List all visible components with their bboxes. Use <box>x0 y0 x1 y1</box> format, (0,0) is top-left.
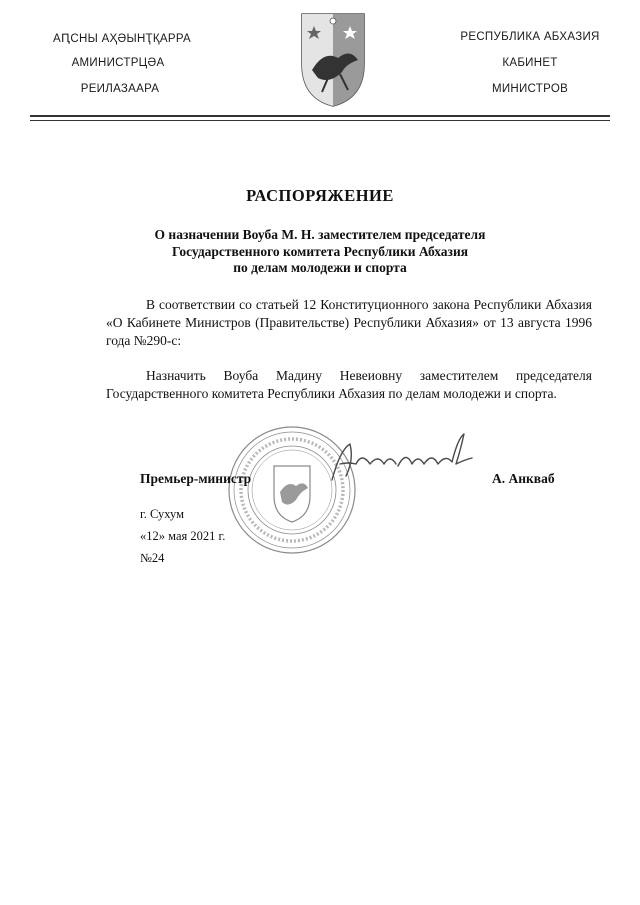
header-right-line-2: КАБИНЕТ <box>502 57 558 69</box>
body-paragraph-basis: В соответствии со статьей 12 Конституционного закона Республики Абхазия «О Кабинете Министров (Правительстве) Республики Абхазия» от 13 августа 1996 года №290-с: <box>106 297 592 348</box>
header-right-line-3: МИНИСТРОВ <box>491 83 569 95</box>
handwritten-signature-icon <box>326 430 476 486</box>
document-number: №24 <box>140 551 165 565</box>
document-subject <box>120 227 520 277</box>
subject-line-1: О назначении Воуба М. Н. заместителем председателя <box>154 227 486 242</box>
header-left-line-1: АԤСНЫ АҲӘЫНҬҚАРРА <box>53 33 191 45</box>
header-left-line-2: АМИНИСТРЦӘА <box>71 57 165 69</box>
header-divider-thin <box>30 120 610 121</box>
document-date: «12» мая 2021 г. <box>140 529 226 543</box>
body-paragraph-order: Назначить Воуба Мадину Невеиовну заместителем председателя Государственного комитета Республики Абхазия по делам молодежи и спорта. <box>106 368 592 401</box>
document-title: РАСПОРЯЖЕНИЕ <box>246 186 394 205</box>
header-left-line-3: РЕИЛАЗААРА <box>80 83 160 95</box>
header-divider-thick <box>30 115 610 117</box>
signer-name: А. Анкваб <box>492 471 555 486</box>
signer-position: Премьер-министр <box>140 471 252 486</box>
coat-of-arms-icon <box>300 12 366 108</box>
subject-line-3: по делам молодежи и спорта <box>233 260 407 275</box>
header-right-line-1: РЕСПУБЛИКА АБХАЗИЯ <box>460 31 600 43</box>
subject-line-2: Государственного комитета Республики Абхазия <box>171 243 469 259</box>
document-place: г. Сухум <box>140 507 185 521</box>
